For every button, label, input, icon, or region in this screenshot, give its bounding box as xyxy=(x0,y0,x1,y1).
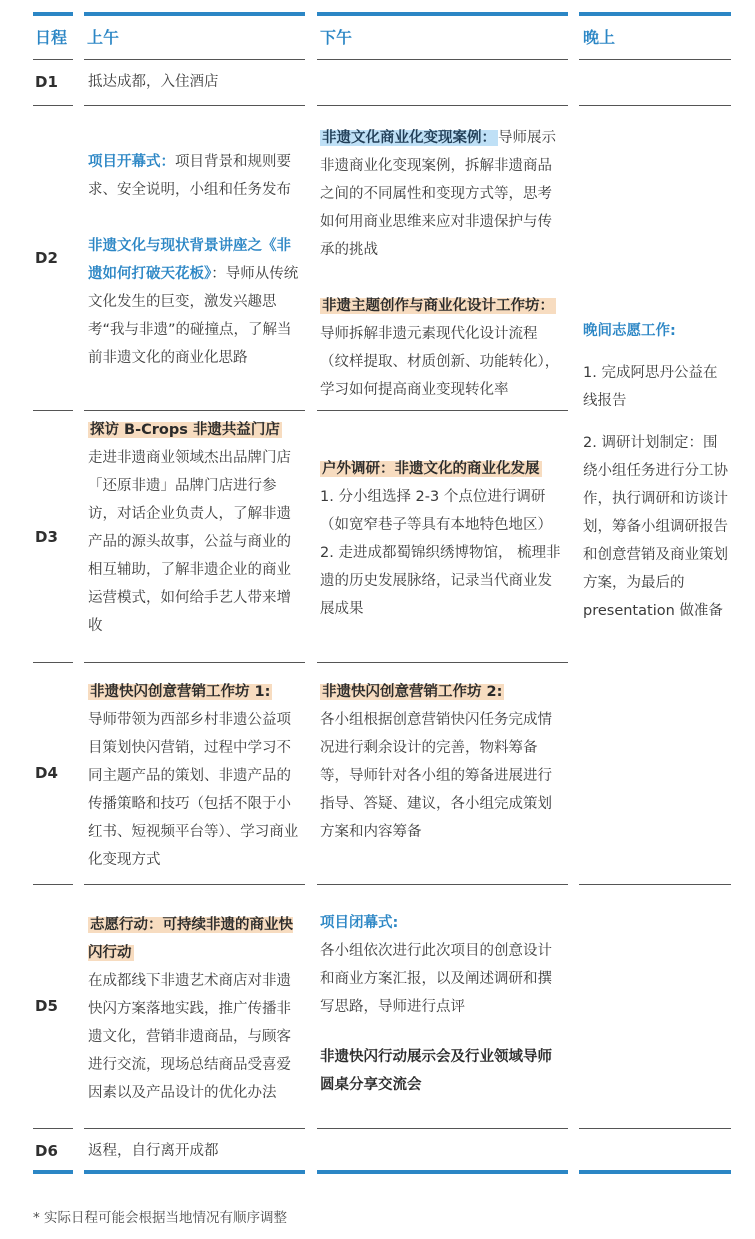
d2-afternoon-item-workshop xyxy=(320,292,566,404)
row-divider xyxy=(579,105,731,106)
row-divider xyxy=(33,1128,73,1129)
d5-morning-cell xyxy=(88,911,303,1107)
evening-cell xyxy=(583,317,729,625)
row-divider xyxy=(317,59,568,60)
evening-title: 晚间志愿工作: xyxy=(583,323,676,339)
d5-showcase-text: 非遗快闪行动展示会及行业领域导师圆桌分享交流会 xyxy=(320,1049,552,1093)
d3-research-item-2: 2. 走进成都蜀锦织绣博物馆， 梳理非遗的历史发展脉络，记录当代商业发展成果 xyxy=(320,545,561,617)
row-divider xyxy=(317,105,568,106)
d4-workshop1-text: 导师带领为西部乡村非遗公益项目策划快闪营销，过程中学习不同主题产品的策划、非遗产品的传播策略和技巧（包括不限于小红书、短视频平台等）、学习商业化变现方式 xyxy=(88,712,299,868)
day-label-d5: D5 xyxy=(35,997,58,1015)
d2-morning-item-opening xyxy=(88,148,303,204)
d3-morning-cell xyxy=(88,416,303,640)
row-divider xyxy=(579,1128,731,1129)
row-divider xyxy=(33,662,73,663)
row-divider xyxy=(33,105,73,106)
footer-bottom-bar-evening xyxy=(579,1170,731,1174)
row-divider xyxy=(84,59,305,60)
d2-workshop-text: 导师拆解非遗元素现代化设计流程（纹样提取、材质创新、功能转化），学习如何提高商业变现转化率 xyxy=(320,326,560,398)
d5-closing-text: 各小组依次进行此次项目的创意设计和商业方案汇报，以及阐述调研和撰写思路，导师进行点评 xyxy=(320,943,552,1015)
row-divider xyxy=(33,410,73,411)
evening-item-2: 2. 调研计划制定：围绕小组任务进行分工协作，执行调研和访谈计划，筹备小组调研报告和创意营销及商业策划方案，为最后的 presentation 做准备 xyxy=(583,435,728,619)
row-divider xyxy=(84,105,305,106)
day-label-d6: D6 xyxy=(35,1142,58,1160)
footer-bottom-bar-day xyxy=(33,1170,73,1174)
d3-afternoon-cell xyxy=(320,455,566,623)
row-divider xyxy=(317,662,568,663)
header-afternoon: 下午 xyxy=(320,28,353,47)
d5-volunteer-title: 志愿行动：可持续非遗的商业快闪行动 xyxy=(88,917,293,961)
d4-workshop2-title: 非遗快闪创意营销工作坊 2: xyxy=(322,684,503,700)
d2-opening-title: 项目开幕式： xyxy=(88,154,175,170)
evening-item-1: 1. 完成阿思丹公益在线报告 xyxy=(583,365,718,409)
header-day: 日程 xyxy=(35,28,68,47)
d2-cases-text: 导师展示非遗商业化变现案例，拆解非遗商品之间的不同属性和变现方式等，思考如何用商业思维来应对非遗保护与传承的挑战 xyxy=(320,130,556,258)
d2-morning-item-lecture xyxy=(88,232,303,372)
d2-lecture-text: ：导师从传统文化发生的巨变，激发兴趣思考“我与非遗”的碰撞点，了解当前非遗文化的商业化思路 xyxy=(88,266,299,366)
d4-workshop2-text: 各小组根据创意营销快闪任务完成情况进行剩余设计的完善，物料筹备等，导师针对各小组的筹备进展进行指导、答疑、建议，各小组完成策划方案和内容筹备 xyxy=(320,712,552,840)
d3-visit-text: 走进非遗商业领域杰出品牌门店「还原非遗」品牌门店进行参访，对话企业负责人，了解非遗产品的源头故事，公益与商业的相互辅助，了解非遗企业的商业运营模式，如何给手艺人带来增收 xyxy=(88,450,291,634)
d5-volunteer-text: 在成都线下非遗艺术商店对非遗快闪方案落地实践，推广传播非遗文化，营销非遗商品，与顾客进行交流，现场总结商品受喜爱因素以及产品设计的优化办法 xyxy=(88,973,291,1101)
d1-morning-text: 抵达成都，入住酒店 xyxy=(88,74,219,90)
d2-afternoon-cell xyxy=(320,124,566,404)
header-top-bar-day xyxy=(33,12,73,16)
header-evening: 晚上 xyxy=(583,28,616,47)
row-divider xyxy=(579,884,731,885)
d2-opening-text: 项目背景和规则要求、安全说明，小组和任务发布 xyxy=(88,154,291,198)
day-label-d4: D4 xyxy=(35,764,58,782)
row-divider xyxy=(317,1128,568,1129)
row-divider xyxy=(317,884,568,885)
row-divider xyxy=(84,410,305,411)
d4-afternoon-cell xyxy=(320,678,566,846)
d5-closing-title: 项目闭幕式: xyxy=(320,915,399,931)
row-divider xyxy=(84,884,305,885)
row-divider xyxy=(84,662,305,663)
d2-afternoon-item-cases xyxy=(320,124,566,264)
header-morning: 上午 xyxy=(87,28,120,47)
d6-morning-text: 返程，自行离开成都 xyxy=(88,1143,219,1159)
footer-bottom-bar-morning xyxy=(84,1170,305,1174)
row-divider xyxy=(84,1128,305,1129)
d3-research-title: 户外调研：非遗文化的商业化发展 xyxy=(322,461,540,477)
row-divider xyxy=(579,59,731,60)
d2-morning-cell xyxy=(88,148,303,372)
header-top-bar-evening xyxy=(579,12,731,16)
day-label-d3: D3 xyxy=(35,528,58,546)
d4-morning-cell xyxy=(88,678,303,874)
d3-visit-title: 探访 B-Crops 非遗共益门店 xyxy=(90,422,280,438)
header-top-bar-morning xyxy=(84,12,305,16)
day-label-d2: D2 xyxy=(35,249,58,267)
d4-workshop1-title: 非遗快闪创意营销工作坊 1: xyxy=(90,684,271,700)
d2-cases-title: 非遗文化商业化变现案例： xyxy=(322,130,496,146)
row-divider xyxy=(33,884,73,885)
d5-afternoon-cell xyxy=(320,909,566,1099)
d3-research-item-1: 1. 分小组选择 2-3 个点位进行调研（如宽窄巷子等具有本地特色地区） xyxy=(320,489,552,533)
day-label-d1: D1 xyxy=(35,73,58,91)
header-top-bar-afternoon xyxy=(317,12,568,16)
d2-lecture-title: 非遗文化与现状背景讲座之《非遗如何打破天花板》 xyxy=(88,238,291,282)
row-divider xyxy=(33,59,73,60)
row-divider xyxy=(317,410,568,411)
footer-bottom-bar-afternoon xyxy=(317,1170,568,1174)
d2-workshop-title: 非遗主题创作与商业化设计工作坊： xyxy=(322,298,554,314)
footnote: * 实际日程可能会根据当地情况有顺序调整 xyxy=(33,1210,288,1226)
